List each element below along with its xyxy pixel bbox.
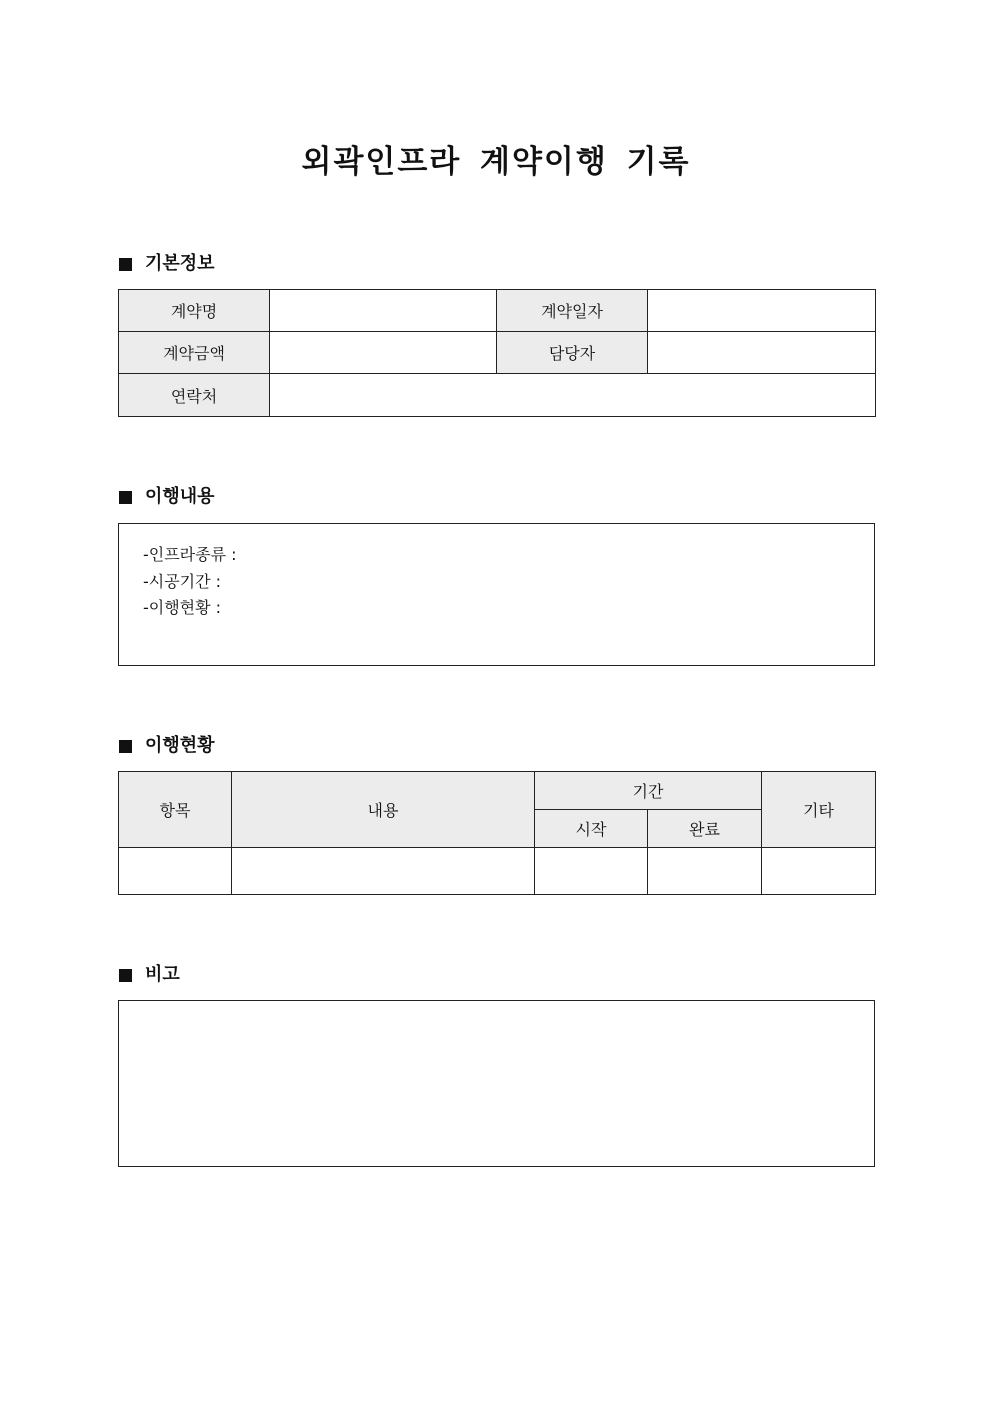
remarks-box[interactable]: [118, 1000, 875, 1167]
basic-info-table: [118, 289, 876, 417]
content-cell[interactable]: [232, 848, 535, 895]
black-square-icon: [119, 491, 132, 504]
contact-field[interactable]: [270, 374, 876, 417]
other-cell[interactable]: [762, 848, 876, 895]
contract-name-field[interactable]: [270, 290, 497, 332]
section-heading-remarks: [119, 963, 180, 987]
item-cell[interactable]: [119, 848, 232, 895]
section-title: 기본정보: [145, 253, 215, 274]
table-header-row: [119, 772, 876, 810]
section-heading-basic-info: [119, 252, 215, 276]
contract-date-label: 계약일자: [497, 290, 648, 332]
column-header-other: 기타: [762, 772, 876, 848]
table-row: [119, 332, 876, 374]
contract-name-label: 계약명: [119, 290, 270, 332]
construction-period-line: -시공기간 :: [143, 571, 222, 591]
black-square-icon: [119, 258, 132, 271]
manager-label: 담당자: [497, 332, 648, 374]
section-title: 비고: [145, 964, 180, 985]
contract-amount-label: 계약금액: [119, 332, 270, 374]
infra-type-line: -인프라종류 :: [143, 545, 237, 564]
contract-date-field[interactable]: [648, 290, 876, 332]
table-row: [119, 290, 876, 332]
section-title: 이행내용: [145, 486, 215, 507]
column-header-end: 완료: [648, 810, 762, 848]
contact-label: 연락처: [119, 374, 270, 417]
black-square-icon: [119, 740, 132, 753]
contract-amount-field[interactable]: [270, 332, 497, 374]
section-heading-status: [119, 734, 215, 758]
document-title: 외곽인프라 계약이행 기록: [301, 144, 691, 180]
start-cell[interactable]: [535, 848, 648, 895]
end-cell[interactable]: [648, 848, 762, 895]
column-header-period: 기간: [535, 772, 762, 810]
table-row: [119, 848, 876, 895]
manager-field[interactable]: [648, 332, 876, 374]
performance-content-box[interactable]: [118, 523, 875, 666]
column-header-start: 시작: [535, 810, 648, 848]
column-header-item: 항목: [119, 772, 232, 848]
section-heading-performance: [119, 485, 215, 509]
black-square-icon: [119, 969, 132, 982]
section-title: 이행현황: [145, 735, 215, 756]
performance-status-line: -이행현황 :: [143, 598, 222, 617]
table-row: [119, 374, 876, 417]
column-header-content: 내용: [232, 772, 535, 848]
status-table: [118, 771, 876, 895]
